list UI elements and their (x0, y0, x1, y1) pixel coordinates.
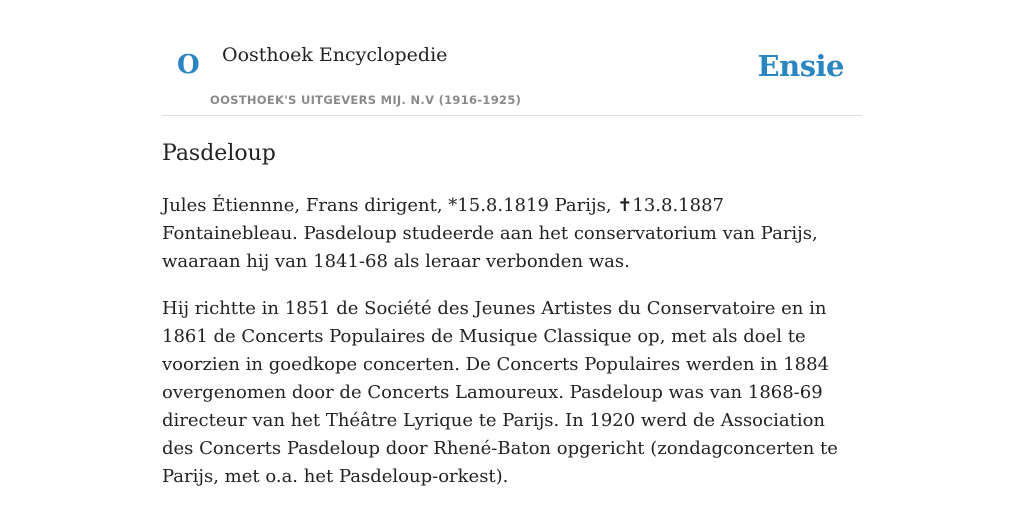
entry-paragraph: Jules Étiennne, Frans dirigent, *15.8.1819 Parijs, ✝13.8.1887 Fontainebleau. Pasdeloup studeerde aan het conservatorium van Parijs, waaraan hij van 1841-68 als leraar verbonden was. (162, 195, 818, 272)
brand-logo[interactable]: Ensie (757, 49, 844, 83)
entry-title: Pasdeloup (162, 141, 276, 166)
site-subtitle: OOSTHOEK'S UITGEVERS MIJ. N.V (1916-1925) (210, 93, 522, 107)
site-title[interactable]: Oosthoek Encyclopedie (222, 44, 448, 66)
site-logo[interactable]: O (177, 50, 200, 80)
entry-paragraph: Hij richtte in 1851 de Société des Jeunes Artistes du Conservatoire en in 1861 de Concerts Populaires de Musique Classique op, met als doel te voorzien in goedkope concerten. De Concerts Populaires werden in 1884 overgenomen door de Concerts Lamoureux. Pasdeloup was van 1868-69 directeur van het Théâtre Lyrique te Parijs. In 1920 werd de Association des Concerts Pasdeloup door Rhené-Baton opgericht (zondagconcerten te Parijs, met o.a. het Pasdeloup-orkest). (162, 298, 838, 487)
site-header (162, 0, 862, 116)
page (162, 0, 862, 487)
entry-body (162, 192, 862, 510)
